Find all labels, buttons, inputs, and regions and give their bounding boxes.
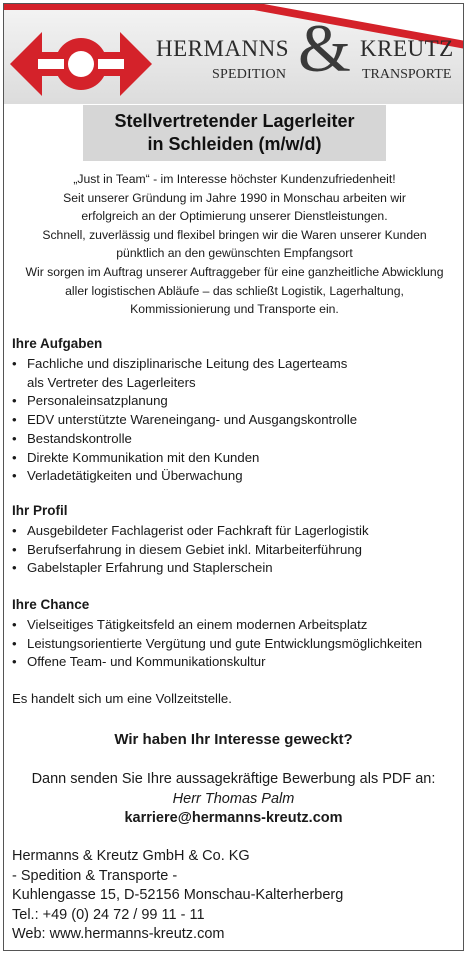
intro-line: Seit unserer Gründung im Jahre 1990 in Monschau arbeiten wir (63, 190, 406, 205)
address-subtitle: - Spedition & Transporte - (12, 867, 178, 884)
cta-instruction: Dann senden Sie Ihre aussagekräftige Bewerbung als PDF an: (31, 771, 436, 787)
task-item (12, 355, 462, 392)
job-ad-page (3, 3, 464, 951)
brand-name-left: HERMANNS (156, 36, 290, 61)
brand-sub-left: SPEDITION (212, 67, 287, 82)
job-title-line2: in Schleiden (m/w/d) (147, 134, 322, 154)
job-title-box (83, 105, 386, 161)
application-email-link[interactable]: karriere@hermanns-kreutz.com (124, 810, 343, 826)
company-intro (12, 170, 457, 319)
task-item: • EDV unterstützte Wareneingang- und Ausgangskontrolle (12, 411, 462, 430)
brand-sub-right: TRANSPORTE (362, 67, 452, 82)
intro-line: „Just in Team“ - im Interesse höchster Kundenzufriedenheit! (73, 172, 396, 186)
chance-item: • Offene Team- und Kommunikationskultur (12, 653, 462, 672)
cta-heading: Wir haben Ihr Interesse geweckt? (114, 731, 353, 748)
brand-name-right: KREUTZ (360, 36, 454, 61)
chance-section (12, 596, 462, 672)
intro-line: aller logistischen Abläufe – das schließt Logistik, Lagerhaltung, (65, 283, 404, 298)
task-item-line2: als Vertreter des Lagerleiters (27, 374, 196, 390)
intro-line: Schnell, zuverlässig und flexibel bringen wir die Waren unserer Kunden (42, 227, 427, 242)
address-company: Hermanns & Kreutz GmbH & Co. KG (12, 848, 250, 864)
chance-heading: Ihre Chance (12, 597, 90, 612)
chance-item: • Leistungsorientierte Vergütung und gute Entwicklungsmöglichkeiten (12, 635, 462, 654)
fulltime-note: Es handelt sich um eine Vollzeitstelle. (12, 691, 232, 706)
intro-line: pünktlich an den gewünschten Empfangsort (116, 246, 353, 261)
profile-item: • Gabelstapler Erfahrung und Staplerschein (12, 559, 462, 578)
contact-person: Herr Thomas Palm (172, 790, 295, 807)
task-item-line1: Fachliche und disziplinarische Leitung des Lagerteams (27, 356, 348, 371)
task-item: • Personaleinsatzplanung (12, 392, 462, 411)
task-item: • Bestandskontrolle (12, 430, 462, 449)
profile-item: • Ausgebildeter Fachlagerist oder Fachkraft für Lagerlogistik (12, 522, 462, 541)
address-phone: Tel.: +49 (0) 24 72 / 99 11 - 11 (12, 906, 205, 923)
task-item: • Verladetätigkeiten und Überwachung (12, 467, 462, 486)
tasks-heading: Ihre Aufgaben (12, 336, 103, 351)
intro-line: Kommissionierung und Transporte ein. (130, 302, 339, 317)
company-address (12, 847, 343, 945)
profile-section (12, 502, 462, 578)
company-header (4, 4, 463, 104)
job-title-line1: Stellvertretender Lagerleiter (114, 111, 355, 131)
chance-item: • Vielseitiges Tätigkeitsfeld an einem modernen Arbeitsplatz (12, 616, 462, 635)
intro-line: Wir sorgen im Auftrag unserer Auftraggeber für eine ganzheitliche Abwicklung (25, 264, 444, 279)
application-instructions (4, 770, 463, 829)
address-street: Kuhlengasse 15, D-52156 Monschau-Kalterherberg (12, 887, 344, 904)
tasks-section (12, 335, 462, 486)
task-item: • Direkte Kommunikation mit den Kunden (12, 449, 462, 468)
profile-item: • Berufserfahrung in diesem Gebiet inkl. Mitarbeiterführung (12, 541, 462, 560)
address-web-link[interactable]: Web: www.hermanns-kreutz.com (12, 926, 225, 943)
profile-heading: Ihr Profil (12, 503, 68, 518)
brand-ampersand: & (298, 10, 351, 86)
intro-line: erfolgreich an der Optimierung unserer Dienstleistungen. (81, 209, 388, 224)
